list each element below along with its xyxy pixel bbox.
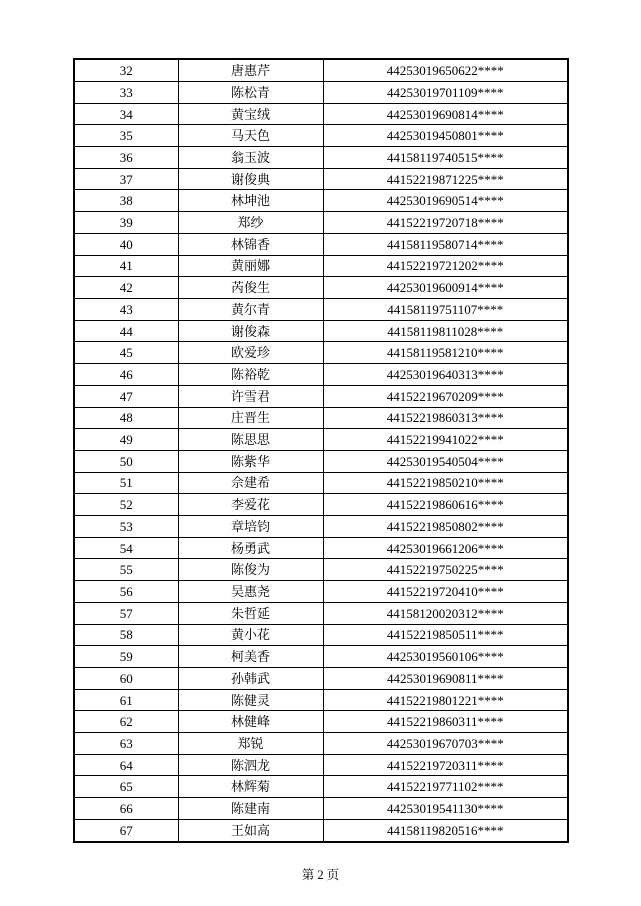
person-name-cell: 陈建南 [178, 798, 323, 820]
row-number-cell: 52 [74, 494, 178, 516]
id-number-cell: 44253019690514**** [323, 190, 568, 212]
id-number-cell: 44253019690811**** [323, 667, 568, 689]
row-number-cell: 62 [74, 711, 178, 733]
row-number-cell: 64 [74, 754, 178, 776]
row-number-cell: 65 [74, 776, 178, 798]
table-row [74, 125, 568, 147]
person-name-cell: 陈思思 [178, 429, 323, 451]
id-number-cell: 44158119820516**** [323, 819, 568, 842]
row-number-cell: 55 [74, 559, 178, 581]
person-name-cell: 佘建希 [178, 472, 323, 494]
row-number-cell: 35 [74, 125, 178, 147]
row-number-cell: 54 [74, 537, 178, 559]
person-name-cell: 林锦香 [178, 233, 323, 255]
person-name-cell: 孙韩武 [178, 667, 323, 689]
row-number-cell: 58 [74, 624, 178, 646]
table-row [74, 255, 568, 277]
table-row [74, 754, 568, 776]
table-row [74, 819, 568, 842]
row-number-cell: 40 [74, 233, 178, 255]
table-row [74, 472, 568, 494]
table-row [74, 277, 568, 299]
person-name-cell: 黄丽娜 [178, 255, 323, 277]
person-name-cell: 林坤池 [178, 190, 323, 212]
row-number-cell: 61 [74, 689, 178, 711]
table-row [74, 385, 568, 407]
table-row [74, 494, 568, 516]
row-number-cell: 43 [74, 299, 178, 321]
table-row [74, 798, 568, 820]
id-number-cell: 44152219871225**** [323, 168, 568, 190]
id-number-cell: 44158119811028**** [323, 320, 568, 342]
row-number-cell: 42 [74, 277, 178, 299]
table-row [74, 711, 568, 733]
id-number-cell: 44152219850802**** [323, 516, 568, 538]
table-row [74, 689, 568, 711]
person-name-cell: 马天色 [178, 125, 323, 147]
table-row [74, 559, 568, 581]
row-number-cell: 44 [74, 320, 178, 342]
table-row [74, 581, 568, 603]
id-number-cell: 44158119580714**** [323, 233, 568, 255]
person-name-cell: 林辉菊 [178, 776, 323, 798]
id-number-cell: 44253019670703**** [323, 733, 568, 755]
id-number-cell: 44253019541130**** [323, 798, 568, 820]
row-number-cell: 38 [74, 190, 178, 212]
person-name-cell: 谢俊典 [178, 168, 323, 190]
person-name-cell: 柯美香 [178, 646, 323, 668]
id-number-cell: 44253019690814**** [323, 103, 568, 125]
row-number-cell: 66 [74, 798, 178, 820]
person-name-cell: 许雪君 [178, 385, 323, 407]
person-name-cell: 陈紫华 [178, 450, 323, 472]
table-row [74, 320, 568, 342]
id-number-cell: 44158120020312**** [323, 602, 568, 624]
id-number-cell: 44152219721202**** [323, 255, 568, 277]
id-number-cell: 44253019661206**** [323, 537, 568, 559]
person-name-cell: 芮俊生 [178, 277, 323, 299]
table-row [74, 233, 568, 255]
person-name-cell: 王如高 [178, 819, 323, 842]
id-number-cell: 44253019650622**** [323, 59, 568, 81]
table-row [74, 516, 568, 538]
row-number-cell: 39 [74, 212, 178, 234]
person-name-cell: 陈俊为 [178, 559, 323, 581]
row-number-cell: 37 [74, 168, 178, 190]
id-number-cell: 44253019640313**** [323, 364, 568, 386]
person-name-cell: 陈裕乾 [178, 364, 323, 386]
table-row [74, 212, 568, 234]
id-number-cell: 44152219720718**** [323, 212, 568, 234]
person-name-cell: 黄小花 [178, 624, 323, 646]
row-number-cell: 46 [74, 364, 178, 386]
person-name-cell: 朱哲延 [178, 602, 323, 624]
id-number-cell: 44152219860313**** [323, 407, 568, 429]
id-number-cell: 44152219670209**** [323, 385, 568, 407]
table-row [74, 103, 568, 125]
person-name-cell: 郑锐 [178, 733, 323, 755]
row-number-cell: 47 [74, 385, 178, 407]
table-row [74, 364, 568, 386]
id-number-cell: 44152219860311**** [323, 711, 568, 733]
person-name-cell: 谢俊森 [178, 320, 323, 342]
table-row [74, 537, 568, 559]
row-number-cell: 67 [74, 819, 178, 842]
table-row [74, 602, 568, 624]
person-name-cell: 黄尔青 [178, 299, 323, 321]
table-row [74, 299, 568, 321]
person-name-cell: 翁玉波 [178, 147, 323, 169]
person-name-cell: 章培钧 [178, 516, 323, 538]
page-number-footer: 第 2 页 [301, 868, 340, 882]
table-row [74, 190, 568, 212]
id-number-cell: 44253019450801**** [323, 125, 568, 147]
row-number-cell: 50 [74, 450, 178, 472]
person-name-cell: 唐惠芹 [178, 59, 323, 81]
row-number-cell: 56 [74, 581, 178, 603]
table-row [74, 450, 568, 472]
id-number-cell: 44152219850210**** [323, 472, 568, 494]
person-name-cell: 陈松青 [178, 81, 323, 103]
person-name-cell: 杨勇武 [178, 537, 323, 559]
person-name-cell: 吴惠尧 [178, 581, 323, 603]
roster-table-body [74, 59, 568, 842]
row-number-cell: 57 [74, 602, 178, 624]
table-row [74, 776, 568, 798]
id-number-cell: 44152219801221**** [323, 689, 568, 711]
table-row [74, 342, 568, 364]
table-row [74, 733, 568, 755]
id-number-cell: 44152219860616**** [323, 494, 568, 516]
row-number-cell: 36 [74, 147, 178, 169]
row-number-cell: 32 [74, 59, 178, 81]
person-name-cell: 欧爱珍 [178, 342, 323, 364]
row-number-cell: 41 [74, 255, 178, 277]
table-row [74, 147, 568, 169]
table-row [74, 407, 568, 429]
person-name-cell: 黄宝绒 [178, 103, 323, 125]
id-number-cell: 44152219771102**** [323, 776, 568, 798]
row-number-cell: 49 [74, 429, 178, 451]
table-row [74, 624, 568, 646]
person-name-cell: 李爱花 [178, 494, 323, 516]
person-name-cell: 林健峰 [178, 711, 323, 733]
row-number-cell: 63 [74, 733, 178, 755]
roster-table [73, 58, 569, 843]
row-number-cell: 59 [74, 646, 178, 668]
id-number-cell: 44152219720311**** [323, 754, 568, 776]
id-number-cell: 44152219750225**** [323, 559, 568, 581]
row-number-cell: 33 [74, 81, 178, 103]
person-name-cell: 郑纱 [178, 212, 323, 234]
person-name-cell: 庄晋生 [178, 407, 323, 429]
table-row [74, 667, 568, 689]
id-number-cell: 44253019560106**** [323, 646, 568, 668]
id-number-cell: 44152219941022**** [323, 429, 568, 451]
person-name-cell: 陈泗龙 [178, 754, 323, 776]
id-number-cell: 44152219850511**** [323, 624, 568, 646]
roster-table-container [73, 58, 567, 843]
row-number-cell: 48 [74, 407, 178, 429]
table-row [74, 429, 568, 451]
id-number-cell: 44253019540504**** [323, 450, 568, 472]
table-row [74, 168, 568, 190]
id-number-cell: 44253019701109**** [323, 81, 568, 103]
id-number-cell: 44253019600914**** [323, 277, 568, 299]
table-row [74, 81, 568, 103]
table-row [74, 646, 568, 668]
row-number-cell: 34 [74, 103, 178, 125]
row-number-cell: 51 [74, 472, 178, 494]
person-name-cell: 陈健灵 [178, 689, 323, 711]
row-number-cell: 60 [74, 667, 178, 689]
row-number-cell: 45 [74, 342, 178, 364]
id-number-cell: 44158119740515**** [323, 147, 568, 169]
table-row [74, 59, 568, 81]
id-number-cell: 44152219720410**** [323, 581, 568, 603]
id-number-cell: 44158119581210**** [323, 342, 568, 364]
id-number-cell: 44158119751107**** [323, 299, 568, 321]
row-number-cell: 53 [74, 516, 178, 538]
